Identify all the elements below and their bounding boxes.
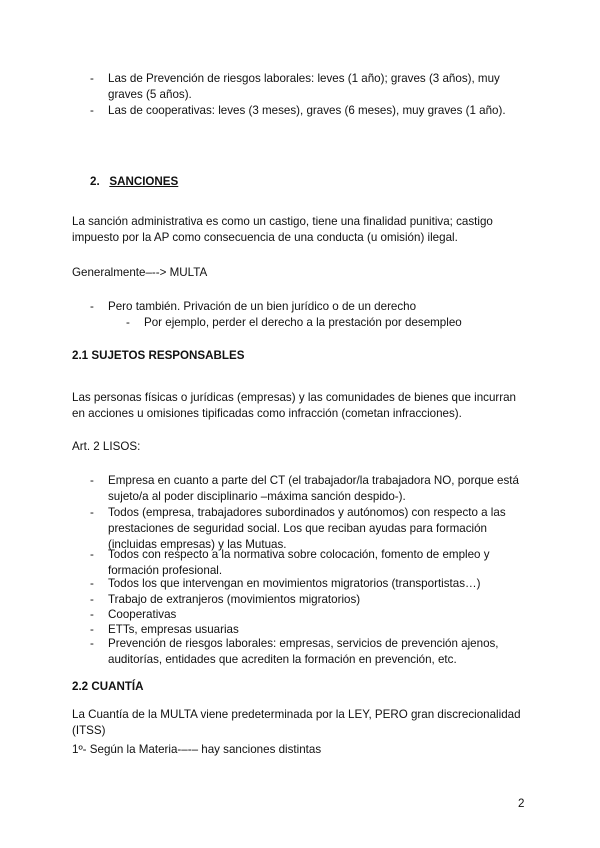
list-item-text: Todos con respecto a la normativa sobre colocación, fomento de empleo y formación profesional. <box>108 548 490 577</box>
paragraph-cuantia: La Cuantía de la MULTA viene predeterminada por la LEY, PERO gran discrecionalidad (ITSS) <box>72 708 521 737</box>
list-dash: - <box>90 300 94 313</box>
paragraph-art2: Art. 2 LISOS: <box>72 440 141 453</box>
section-heading-sanciones <box>90 174 178 190</box>
list-dash: - <box>90 548 94 561</box>
list-item-text: Todos los que intervengan en movimientos migratorios (transportistas…) <box>108 577 481 590</box>
list-item-text: Todos (empresa, trabajadores subordinados y autónomos) con respecto a las prestaciones de seguridad social. Los que reciban ayudas para formación (incluidas empresas) y las Mutuas. <box>108 506 506 551</box>
section-heading-sujetos: 2.1 SUJETOS RESPONSABLES <box>72 349 245 362</box>
list-item-text: Pero también. Privación de un bien jurídico o de un derecho <box>108 300 417 313</box>
list-item-text: Por ejemplo, perder el derecho a la prestación por desempleo <box>144 316 462 329</box>
list-dash: - <box>90 577 94 590</box>
paragraph-definition: La sanción administrativa es como un castigo, tiene una finalidad punitiva; castigo impuesto por la AP como consecuencia de una conducta (u omisión) ilegal. <box>72 215 493 244</box>
list-dash: - <box>90 593 94 606</box>
list-item-text: Cooperativas <box>108 608 177 621</box>
list-item-text: Trabajo de extranjeros (movimientos migratorios) <box>108 593 361 606</box>
list-dash: - <box>90 506 94 519</box>
paragraph-materia: 1º- Según la Materia-–-– hay sanciones distintas <box>72 743 322 756</box>
list-item-text: Empresa en cuanto a parte del CT (el trabajador/la trabajadora NO, porque está sujeto/a al poder disciplinario –máxima sanción despido-). <box>108 474 519 503</box>
list-dash: - <box>90 637 94 650</box>
section-number: 2. <box>90 175 100 188</box>
list-dash: - <box>90 608 94 621</box>
list-dash: - <box>90 623 94 636</box>
paragraph-sujetos: Las personas físicas o jurídicas (empresas) y las comunidades de bienes que incurran en acciones u omisiones tipificadas como infracción (cometan infracciones). <box>72 391 517 420</box>
list-item-text: Las de cooperativas: leves (3 meses), graves (6 meses), muy graves (1 año). <box>108 104 506 117</box>
list-dash: - <box>90 72 94 85</box>
list-item-text: Las de Prevención de riesgos laborales: leves (1 año); graves (3 años), muy graves (5 años). <box>108 72 500 101</box>
section-title: SANCIONES <box>109 175 179 188</box>
paragraph-generalmente: Generalmente–--> MULTA <box>72 266 208 279</box>
page-number: 2 <box>518 797 525 810</box>
list-item-text: ETTs, empresas usuarias <box>108 623 239 636</box>
list-dash: - <box>90 474 94 487</box>
list-item-text: Prevención de riesgos laborales: empresas, servicios de prevención ajenos, auditorías, entidades que acrediten la formación en prevención, etc. <box>108 637 499 666</box>
list-dash: - <box>90 104 94 117</box>
list-dash: - <box>126 316 130 329</box>
section-heading-cuantia: 2.2 CUANTÍA <box>72 680 144 693</box>
